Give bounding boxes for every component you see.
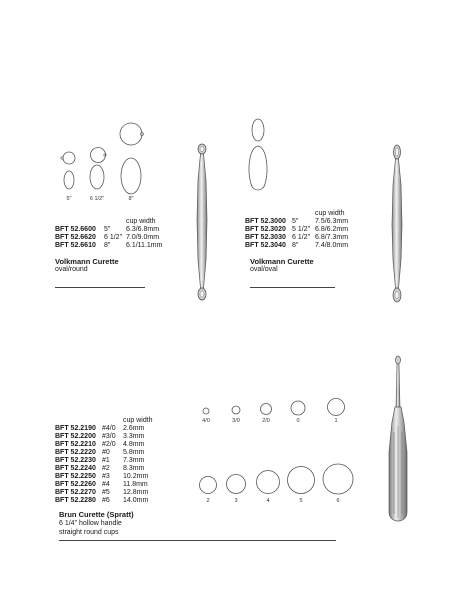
cup-label: 3/0: [232, 418, 240, 424]
product-title: Volkmann Curette: [250, 257, 314, 266]
product-width: 7.3mm: [123, 457, 145, 464]
product-code: BFT 52.3020: [245, 226, 286, 233]
size-label: 8": [128, 196, 134, 202]
product-size: #2/0: [102, 441, 116, 448]
cup-label: 3: [234, 498, 238, 504]
product-code: BFT 52.2230: [55, 457, 96, 464]
product-width: 10.2mm: [123, 473, 149, 480]
product-size: #4/0: [102, 425, 116, 432]
product-size: #0: [102, 449, 110, 456]
cup-label: 5: [299, 498, 303, 504]
product-width: 6.1/11.1mm: [126, 242, 163, 249]
column-header: cup width: [126, 218, 156, 225]
product-width: 14.0mm: [123, 497, 149, 504]
product-size: #2: [102, 465, 110, 472]
product-size: #6: [102, 497, 110, 504]
product-code: BFT 52.2210: [55, 441, 96, 448]
product-subtitle: 6 1/4" hollow handle: [59, 520, 122, 527]
cup-size-diagram-brun: [195, 395, 355, 505]
product-code: BFT 52.6620: [55, 234, 96, 241]
product-size: 8": [104, 242, 111, 249]
cup-label: 1: [334, 418, 338, 424]
product-subtitle: straight round cups: [59, 529, 119, 536]
product-subtitle: oval/oval: [250, 266, 278, 273]
product-code: BFT 52.2250: [55, 473, 96, 480]
product-code: BFT 52.2270: [55, 489, 96, 496]
product-size: #3: [102, 473, 110, 480]
product-size: 5 1/2": [292, 226, 311, 233]
product-width: 5.8mm: [123, 449, 145, 456]
product-size: #4: [102, 481, 110, 488]
product-width: 6.8/7.3mm: [315, 234, 349, 241]
product-width: 8.3mm: [123, 465, 145, 472]
product-width: 7.4/8.0mm: [315, 242, 349, 249]
size-label: 5": [66, 196, 72, 202]
product-subtitle: oval/round: [55, 266, 88, 273]
cup-label: 4: [266, 498, 270, 504]
product-title: Volkmann Curette: [55, 257, 119, 266]
cup-size-diagram-oval: [245, 118, 275, 198]
product-code: BFT 52.2200: [55, 433, 96, 440]
product-size: #3/0: [102, 433, 116, 440]
cup-size-diagram-round: [55, 120, 165, 200]
product-width: 3.3mm: [123, 433, 145, 440]
divider: [250, 287, 335, 288]
product-code: BFT 52.2220: [55, 449, 96, 456]
column-header: cup width: [315, 210, 345, 217]
cup-label: 6: [336, 498, 340, 504]
volkmann-curette-image: [190, 140, 214, 305]
product-width: 2.6mm: [123, 425, 145, 432]
product-size: 6 1/2": [104, 234, 123, 241]
product-code: BFT 52.2190: [55, 425, 96, 432]
cup-label: 4/0: [202, 418, 210, 424]
product-size: 8": [292, 242, 299, 249]
product-width: 4.8mm: [123, 441, 145, 448]
divider: [59, 540, 336, 541]
divider: [55, 287, 145, 288]
product-width: 7.0/9.0mm: [126, 234, 160, 241]
product-size: 5": [104, 226, 111, 233]
product-size: 5": [292, 218, 299, 225]
product-code: BFT 52.3030: [245, 234, 286, 241]
product-code: BFT 52.3040: [245, 242, 286, 249]
product-title: Brun Curette (Spratt): [59, 510, 134, 519]
product-size: 6 1/2": [292, 234, 311, 241]
product-code: BFT 52.3000: [245, 218, 286, 225]
product-size: #5: [102, 489, 110, 496]
cup-label: 2: [206, 498, 210, 504]
product-code: BFT 52.2240: [55, 465, 96, 472]
product-width: 12.8mm: [123, 489, 149, 496]
product-code: BFT 52.6600: [55, 226, 96, 233]
product-width: 11.8mm: [123, 481, 148, 488]
product-width: 7.5/6.3mm: [315, 218, 349, 225]
brun-curette-image: [380, 352, 416, 532]
cup-label: 2/0: [262, 418, 270, 424]
product-width: 6.8/6.2mm: [315, 226, 349, 233]
column-header: cup width: [123, 417, 153, 424]
cup-label: 0: [296, 418, 300, 424]
volkmann-curette-oval-image: [385, 140, 409, 305]
product-size: #1: [102, 457, 110, 464]
product-code: BFT 52.6610: [55, 242, 96, 249]
product-code: BFT 52.2280: [55, 497, 96, 504]
product-code: BFT 52.2260: [55, 481, 96, 488]
product-width: 6.3/6.8mm: [126, 226, 160, 233]
size-label: 6 1/2": [89, 196, 105, 202]
